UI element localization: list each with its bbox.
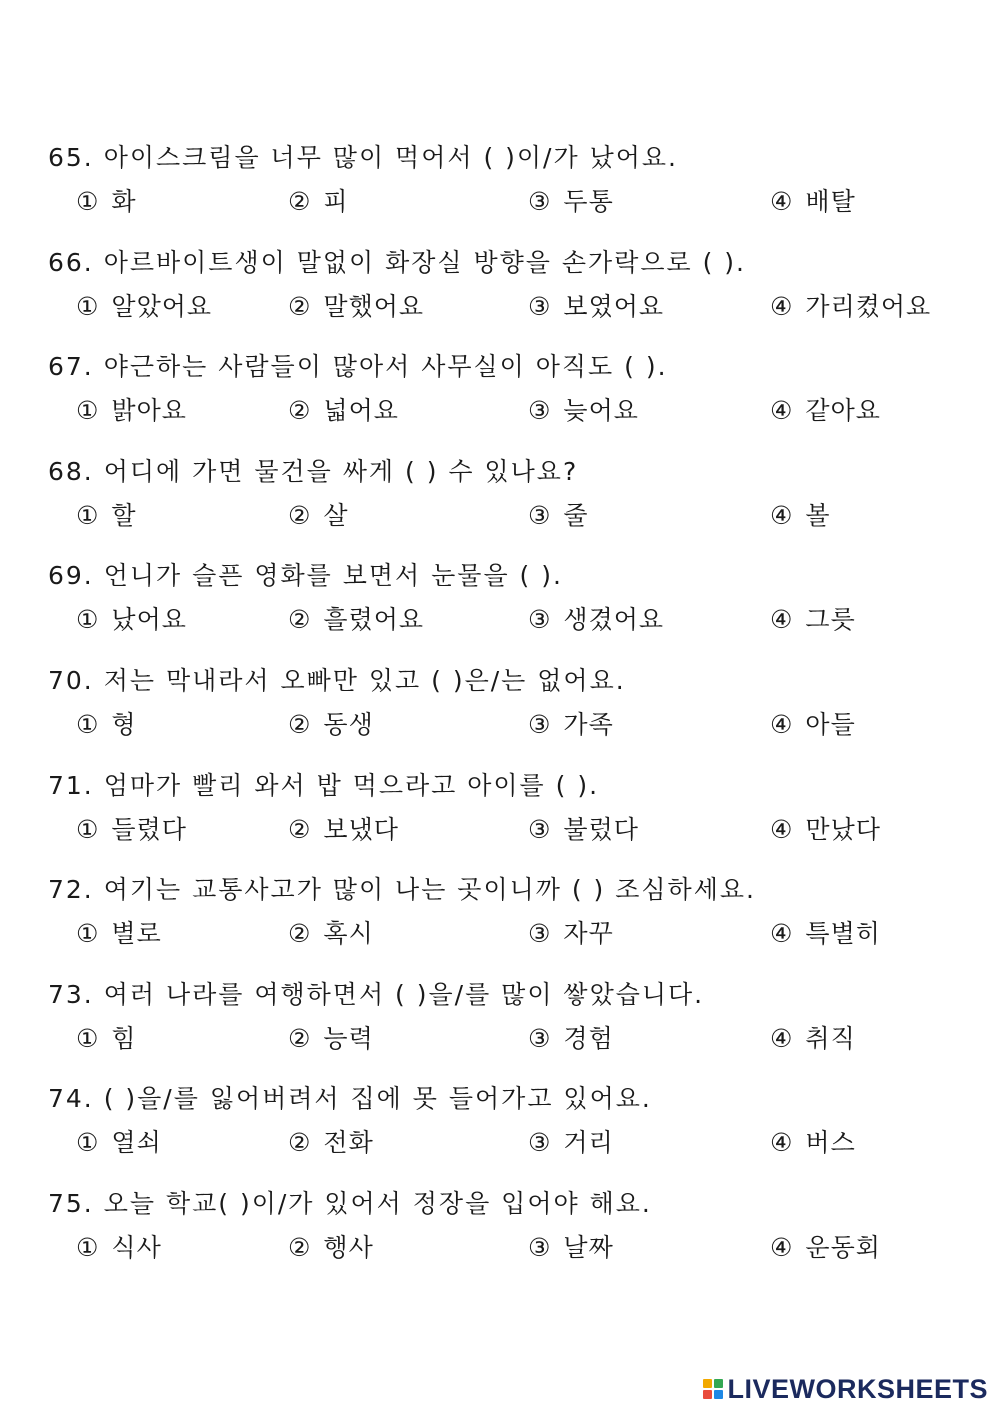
question-text: 69. 언니가 슬픈 영화를 보면서 눈물을 ( ). — [48, 561, 563, 591]
option-number: ③ — [528, 814, 552, 844]
logo-mark-square — [703, 1390, 712, 1399]
option-label: 났어요 — [111, 605, 187, 635]
liveworksheets-logo-mark-icon — [703, 1379, 723, 1399]
option-number: ② — [288, 1023, 312, 1053]
answer-options — [48, 1123, 988, 1163]
option-number: ④ — [770, 1023, 794, 1053]
answer-option-2[interactable] — [288, 287, 424, 327]
answer-option-1[interactable] — [76, 287, 212, 327]
option-number: ④ — [770, 814, 794, 844]
answer-option-1[interactable] — [76, 1019, 137, 1059]
logo-mark-square — [714, 1390, 723, 1399]
liveworksheets-logo[interactable] — [703, 1374, 988, 1404]
answer-option-2[interactable] — [288, 391, 399, 431]
option-number: ① — [76, 500, 100, 530]
answer-option-1[interactable] — [76, 914, 162, 954]
answer-option-3[interactable] — [528, 1123, 614, 1163]
question-item — [48, 347, 988, 447]
logo-mark-square — [703, 1379, 712, 1388]
option-number: ① — [76, 1233, 100, 1262]
answer-options — [48, 391, 988, 431]
option-label: 힘 — [111, 1023, 137, 1053]
option-number: ③ — [528, 605, 552, 635]
option-label: 가족 — [563, 710, 614, 739]
option-number: ① — [76, 710, 100, 739]
option-number: ③ — [528, 1233, 552, 1262]
option-number: ③ — [528, 1128, 552, 1158]
option-number: ④ — [770, 710, 794, 739]
answer-option-1[interactable] — [76, 1123, 162, 1163]
option-number: ③ — [528, 500, 552, 530]
logo-mark-square — [714, 1379, 723, 1388]
option-number: ② — [288, 710, 312, 739]
question-item — [48, 243, 988, 343]
option-label: 자꾸 — [563, 919, 614, 949]
option-label: 거리 — [563, 1128, 614, 1158]
option-label: 만났다 — [805, 814, 881, 844]
option-number: ① — [76, 396, 100, 426]
option-label: 생겼어요 — [563, 605, 665, 635]
option-label: 그릇 — [805, 605, 856, 635]
option-label: 같아요 — [805, 396, 881, 426]
question-text: 66. 아르바이트생이 말없이 화장실 방향을 손가락으로 ( ). — [48, 247, 746, 277]
option-number: ③ — [528, 710, 552, 739]
option-label: 보였어요 — [563, 291, 665, 321]
question-text: 67. 야근하는 사람들이 많아서 사무실이 아직도 ( ). — [48, 352, 668, 382]
answer-options — [48, 705, 988, 745]
option-label: 운동회 — [805, 1233, 881, 1262]
question-text: 72. 여기는 교통사고가 많이 나는 곳이니까 ( ) 조심하세요. — [48, 875, 756, 905]
option-number: ② — [288, 1233, 312, 1262]
question-item — [48, 138, 988, 238]
option-number: ③ — [528, 187, 552, 216]
answer-option-3[interactable] — [528, 705, 614, 745]
answer-option-2[interactable] — [288, 1019, 374, 1059]
answer-option-1[interactable] — [76, 705, 137, 745]
option-number: ④ — [770, 396, 794, 426]
question-item — [48, 556, 988, 656]
question-text: 70. 저는 막내라서 오빠만 있고 ( )은/는 없어요. — [48, 666, 626, 695]
option-label: 행사 — [323, 1233, 374, 1262]
option-label: 넓어요 — [323, 396, 399, 426]
question-text: 73. 여러 나라를 여행하면서 ( )을/를 많이 쌓았습니다. — [48, 979, 705, 1009]
option-label: 볼 — [805, 500, 831, 530]
answer-options — [48, 810, 988, 850]
option-number: ① — [76, 1023, 100, 1053]
answer-option-4[interactable] — [770, 914, 881, 954]
option-label: 살 — [323, 500, 349, 530]
option-label: 능력 — [323, 1023, 374, 1053]
answer-option-4[interactable] — [770, 1019, 856, 1059]
answer-option-4[interactable] — [770, 1123, 856, 1163]
answer-options — [48, 182, 988, 222]
answer-option-1[interactable] — [76, 1228, 162, 1268]
option-label: 경험 — [563, 1023, 614, 1053]
answer-option-3[interactable] — [528, 496, 589, 536]
option-number: ① — [76, 814, 100, 844]
option-number: ④ — [770, 291, 794, 321]
question-item — [48, 766, 988, 866]
question-text: 71. 엄마가 빨리 와서 밥 먹으라고 아이를 ( ). — [48, 770, 600, 800]
answer-option-4[interactable] — [770, 810, 881, 850]
answer-option-4[interactable] — [770, 391, 881, 431]
option-number: ④ — [770, 500, 794, 530]
answer-option-4[interactable] — [770, 705, 856, 745]
option-label: 피 — [323, 187, 349, 216]
option-label: 흘렸어요 — [323, 605, 425, 635]
question-text: 74. ( )을/를 잃어버려서 집에 못 들어가고 있어요. — [48, 1084, 652, 1114]
option-label: 전화 — [323, 1128, 374, 1158]
answer-option-4[interactable] — [770, 496, 831, 536]
answer-option-1[interactable] — [76, 391, 187, 431]
option-label: 혹시 — [323, 919, 374, 949]
option-label: 두통 — [563, 187, 614, 216]
option-label: 늦어요 — [563, 396, 639, 426]
answer-option-2[interactable] — [288, 810, 399, 850]
answer-option-4[interactable] — [770, 600, 856, 640]
question-text: 65. 아이스크림을 너무 많이 먹어서 ( )이/가 났어요. — [48, 143, 678, 172]
option-label: 말했어요 — [323, 291, 425, 321]
option-label: 할 — [111, 500, 137, 530]
option-label: 아들 — [805, 710, 856, 739]
option-number: ① — [76, 919, 100, 949]
option-label: 배탈 — [805, 187, 856, 216]
option-label: 동생 — [323, 710, 374, 739]
answer-options — [48, 1019, 988, 1059]
option-label: 알았어요 — [111, 291, 213, 321]
answer-option-2[interactable] — [288, 600, 424, 640]
logo-text: LIVEWORKSHEETS — [727, 1373, 988, 1404]
answer-option-3[interactable] — [528, 600, 664, 640]
option-number: ④ — [770, 919, 794, 949]
option-number: ③ — [528, 1023, 552, 1053]
option-label: 취직 — [805, 1023, 856, 1053]
option-number: ② — [288, 396, 312, 426]
option-label: 줄 — [563, 500, 589, 530]
answer-option-3[interactable] — [528, 182, 614, 222]
answer-option-1[interactable] — [76, 810, 187, 850]
answer-options — [48, 287, 988, 327]
answer-option-3[interactable] — [528, 914, 614, 954]
option-label: 화 — [111, 187, 137, 216]
answer-option-1[interactable] — [76, 496, 137, 536]
option-label: 불렀다 — [563, 814, 639, 844]
answer-option-2[interactable] — [288, 705, 374, 745]
option-number: ② — [288, 605, 312, 635]
answer-option-4[interactable] — [770, 1228, 881, 1268]
option-label: 열쇠 — [111, 1128, 162, 1158]
option-label: 보냈다 — [323, 814, 399, 844]
answer-option-2[interactable] — [288, 182, 349, 222]
answer-options — [48, 1228, 988, 1268]
answer-options — [48, 914, 988, 954]
answer-option-2[interactable] — [288, 1123, 374, 1163]
question-text: 75. 오늘 학교( )이/가 있어서 정장을 입어야 해요. — [48, 1189, 652, 1218]
option-label: 가리켰어요 — [805, 291, 932, 321]
option-number: ① — [76, 605, 100, 635]
answer-options — [48, 496, 988, 536]
option-label: 버스 — [805, 1128, 856, 1158]
answer-option-3[interactable] — [528, 810, 639, 850]
option-label: 밝아요 — [111, 396, 187, 426]
option-number: ④ — [770, 605, 794, 635]
question-item — [48, 975, 988, 1075]
answer-option-2[interactable] — [288, 496, 349, 536]
answer-option-3[interactable] — [528, 1228, 614, 1268]
option-number: ① — [76, 291, 100, 321]
question-item — [48, 452, 988, 552]
answer-option-4[interactable] — [770, 182, 856, 222]
option-number: ② — [288, 919, 312, 949]
option-number: ④ — [770, 1233, 794, 1262]
option-number: ③ — [528, 396, 552, 426]
question-item — [48, 870, 988, 970]
option-label: 식사 — [111, 1233, 162, 1262]
option-number: ① — [76, 187, 100, 216]
option-number: ① — [76, 1128, 100, 1158]
option-label: 특별히 — [805, 919, 881, 949]
option-number: ③ — [528, 919, 552, 949]
option-number: ④ — [770, 187, 794, 216]
option-label: 들렸다 — [111, 814, 187, 844]
answer-option-3[interactable] — [528, 287, 664, 327]
option-label: 날짜 — [563, 1233, 614, 1262]
answer-option-2[interactable] — [288, 1228, 374, 1268]
option-number: ④ — [770, 1128, 794, 1158]
answer-option-3[interactable] — [528, 1019, 614, 1059]
question-item — [48, 1184, 988, 1284]
option-label: 별로 — [111, 919, 162, 949]
answer-options — [48, 600, 988, 640]
option-number: ② — [288, 814, 312, 844]
answer-option-1[interactable] — [76, 600, 187, 640]
option-number: ② — [288, 187, 312, 216]
option-number: ② — [288, 500, 312, 530]
question-text: 68. 어디에 가면 물건을 싸게 ( ) 수 있나요? — [48, 456, 579, 486]
question-item — [48, 1079, 988, 1179]
option-number: ③ — [528, 291, 552, 321]
answer-option-4[interactable] — [770, 287, 931, 327]
option-label: 형 — [111, 710, 137, 739]
option-number: ② — [288, 291, 312, 321]
answer-option-2[interactable] — [288, 914, 374, 954]
option-number: ② — [288, 1128, 312, 1158]
question-item — [48, 661, 988, 761]
answer-option-1[interactable] — [76, 182, 137, 222]
answer-option-3[interactable] — [528, 391, 639, 431]
